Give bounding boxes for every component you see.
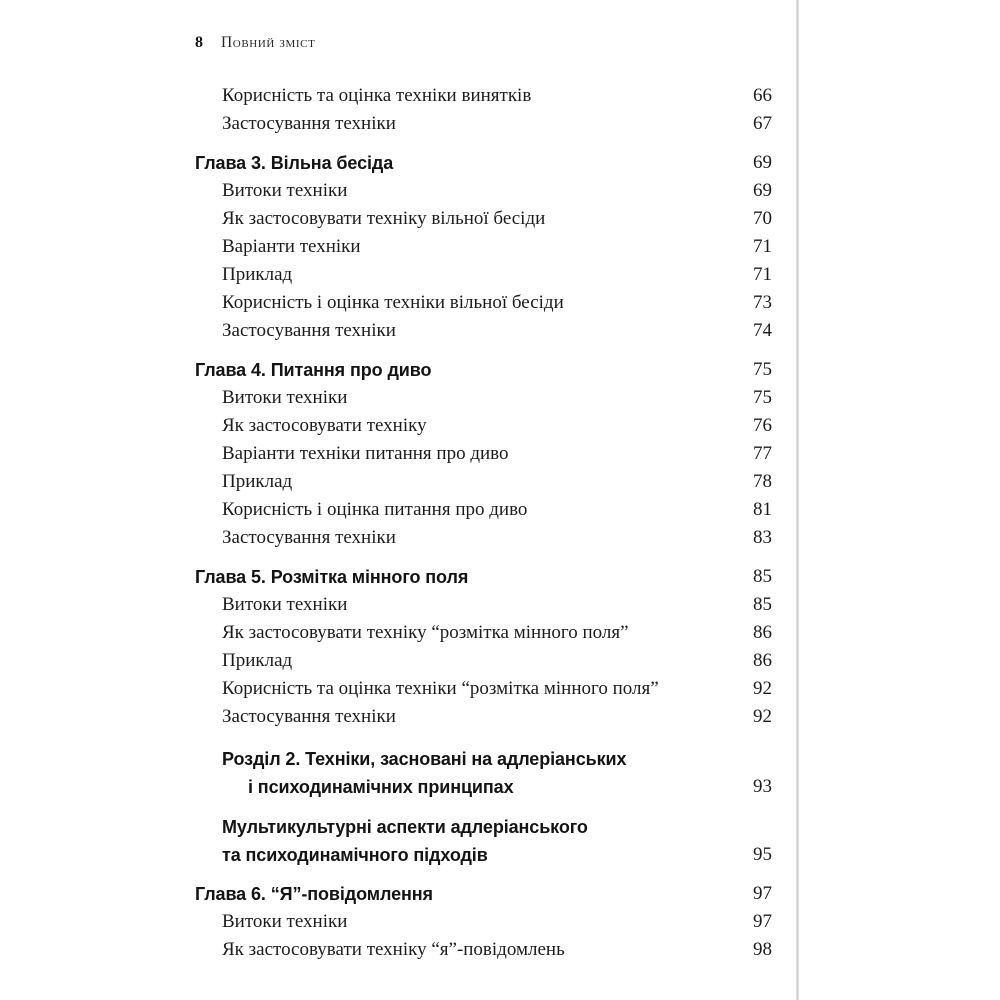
toc-entry — [195, 82, 772, 110]
toc-chapter-entry — [195, 563, 772, 591]
toc-entry-label: Витоки техніки — [222, 180, 348, 201]
toc-entry-page: 85 — [753, 566, 772, 587]
toc-entry-page: 67 — [753, 113, 772, 134]
toc-entry — [195, 205, 772, 233]
running-title: Повний зміст — [221, 34, 316, 51]
toc-entry-page: 69 — [753, 180, 772, 201]
toc-entry — [195, 524, 772, 552]
toc-entry-label: Застосування техніки — [222, 113, 396, 134]
toc-entry-page: 83 — [753, 527, 772, 548]
toc-entry — [195, 908, 772, 936]
toc-entry-label: Розділ 2. Техніки, засновані на адлеріанських і психодинамічних принципах — [222, 749, 627, 797]
toc-entry-page: 95 — [753, 844, 772, 865]
toc-entry-label: Як застосовувати техніку “я”-повідомлень — [222, 939, 565, 960]
toc-entry — [195, 177, 772, 205]
toc-entry-label: Витоки техніки — [222, 594, 348, 615]
toc-entry — [195, 647, 772, 675]
page-edge-shadow — [796, 0, 799, 1000]
toc-entry-page: 71 — [753, 236, 772, 257]
toc-entry-label: Застосування техніки — [222, 706, 396, 727]
toc-entry-label: Варіанти техніки питання про диво — [222, 443, 509, 464]
toc-entry-page: 70 — [753, 208, 772, 229]
toc-entry — [195, 261, 772, 289]
toc-entry-label: Як застосовувати техніку — [222, 415, 427, 436]
toc-entry-label: Приклад — [222, 264, 293, 285]
toc-entry — [195, 110, 772, 138]
toc-entry-label: Як застосовувати техніку вільної бесіди — [222, 208, 546, 229]
toc-entry-page: 76 — [753, 415, 772, 436]
toc-entry — [195, 675, 772, 703]
toc-entry-page: 66 — [753, 85, 772, 106]
toc-entry-label: Мультикультурні аспекти адлеріанського та психодинамічного підходів — [222, 817, 588, 865]
toc-entry-page: 69 — [753, 152, 772, 173]
toc-entry-page: 86 — [753, 622, 772, 643]
toc-entry-page: 73 — [753, 292, 772, 313]
toc-entry — [195, 591, 772, 619]
toc-entry-page: 71 — [753, 264, 772, 285]
toc-entry-label: Корисність та оцінка техніки “розмітка мінного поля” — [222, 678, 659, 699]
toc-entry-page: 74 — [753, 320, 772, 341]
toc-entry — [195, 936, 772, 964]
toc-chapter-entry — [195, 149, 772, 177]
toc-entry-page: 93 — [753, 776, 772, 797]
toc-entry — [195, 289, 772, 317]
toc-entry-label: Корисність і оцінка техніки вільної бесіди — [222, 292, 564, 313]
toc-entry-label: Витоки техніки — [222, 911, 348, 932]
toc-entry-label: Застосування техніки — [222, 320, 396, 341]
toc-entry-page: 85 — [753, 594, 772, 615]
toc-entry-label: Глава 4. Питання про диво — [195, 360, 432, 380]
toc-entry — [195, 703, 772, 731]
folio-page-number: 8 — [195, 34, 203, 51]
toc-entry-page: 75 — [753, 387, 772, 408]
toc-chapter-entry — [195, 880, 772, 908]
toc-entry-label: Приклад — [222, 471, 293, 492]
toc-entry-label: Корисність і оцінка питання про диво — [222, 499, 528, 520]
toc-entry-label: Глава 3. Вільна бесіда — [195, 153, 394, 173]
toc-subsection-entry — [195, 813, 772, 869]
toc-entry-page: 97 — [753, 883, 772, 904]
toc-entry-label: Як застосовувати техніку “розмітка мінного поля” — [222, 622, 629, 643]
toc-entry-page: 98 — [753, 939, 772, 960]
toc-entry-page: 92 — [753, 678, 772, 699]
toc-entry-page: 81 — [753, 499, 772, 520]
toc-entry-page: 78 — [753, 471, 772, 492]
table-of-contents — [195, 82, 772, 964]
toc-entry-page: 97 — [753, 911, 772, 932]
toc-entry-label: Приклад — [222, 650, 293, 671]
toc-entry — [195, 468, 772, 496]
toc-entry — [195, 496, 772, 524]
toc-entry-page: 86 — [753, 650, 772, 671]
toc-entry-page: 75 — [753, 359, 772, 380]
toc-entry-label: Варіанти техніки — [222, 236, 361, 257]
toc-entry-label: Витоки техніки — [222, 387, 348, 408]
toc-entry — [195, 317, 772, 345]
toc-entry — [195, 440, 772, 468]
toc-entry — [195, 384, 772, 412]
toc-entry-page: 92 — [753, 706, 772, 727]
toc-entry-page: 77 — [753, 443, 772, 464]
toc-entry-label: Глава 5. Розмітка мінного поля — [195, 567, 469, 587]
toc-entry-label: Глава 6. “Я”-повідомлення — [195, 884, 433, 904]
toc-entry — [195, 619, 772, 647]
toc-chapter-entry — [195, 356, 772, 384]
toc-entry-label: Застосування техніки — [222, 527, 396, 548]
page-header — [195, 34, 315, 52]
toc-section-entry — [195, 745, 772, 801]
toc-entry — [195, 233, 772, 261]
toc-entry — [195, 412, 772, 440]
toc-entry-label: Корисність та оцінка техніки винятків — [222, 85, 532, 106]
